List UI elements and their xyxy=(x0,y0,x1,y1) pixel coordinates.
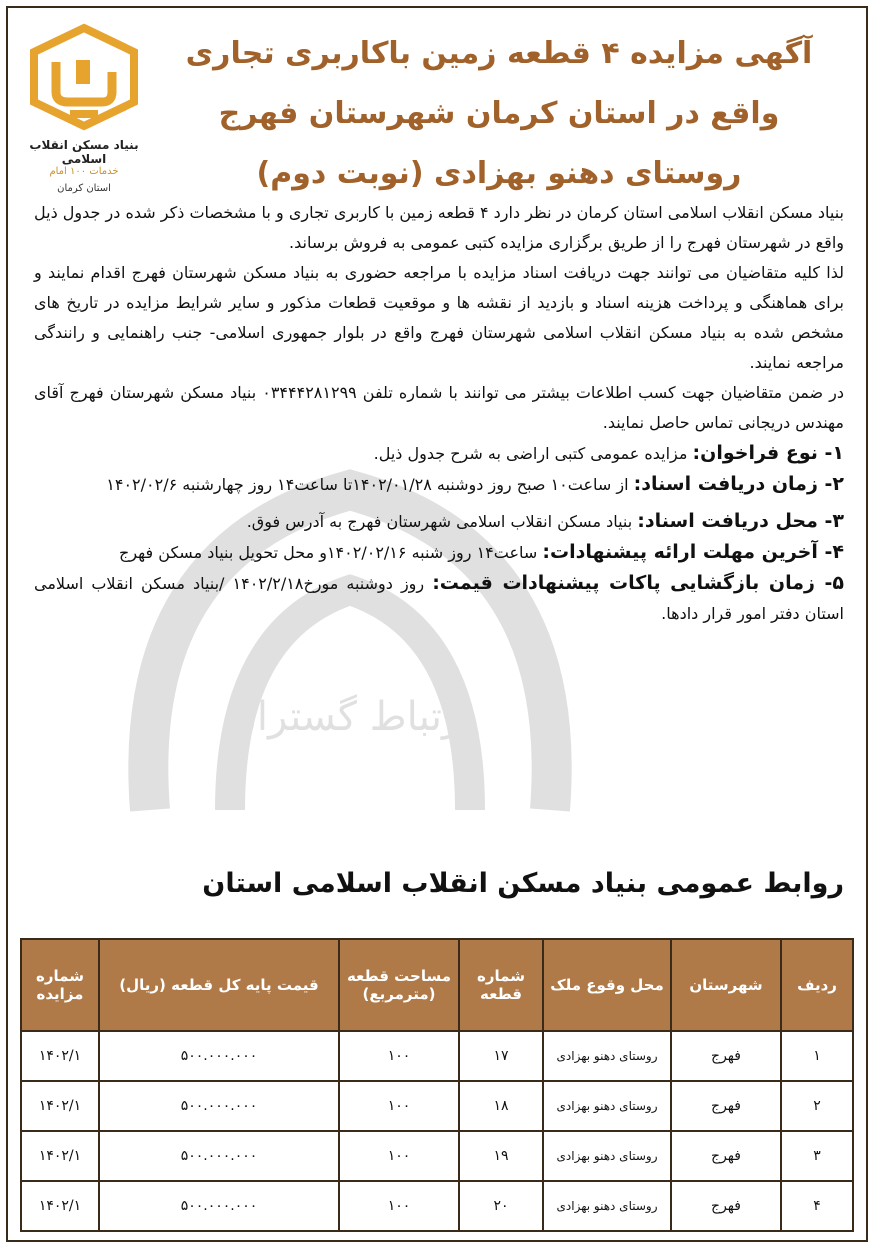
cell-base-price: ۵۰۰.۰۰۰.۰۰۰ xyxy=(99,1181,339,1231)
cell-lot-number: ۱۸ xyxy=(459,1081,543,1131)
section-5 xyxy=(34,568,844,629)
cell-base-price: ۵۰۰.۰۰۰.۰۰۰ xyxy=(99,1131,339,1181)
cell-area: ۱۰۰ xyxy=(339,1081,459,1131)
section-2-text: از ساعت۱۰ صبح روز دوشنبه ۱۴۰۲/۰۱/۲۸تا ساعت۱۴ روز چهارشنبه ۱۴۰۲/۰۲/۶ xyxy=(106,475,634,494)
cell-base-price: ۵۰۰.۰۰۰.۰۰۰ xyxy=(99,1031,339,1081)
cell-row-number: ۴ xyxy=(781,1181,853,1231)
table-row xyxy=(21,1081,853,1131)
cell-location: روستای دهنو بهزادی xyxy=(543,1031,671,1081)
table-row xyxy=(21,1031,853,1081)
notice-body xyxy=(34,198,844,629)
section-5-text: روز دوشنبه مورخ۱۴۰۲/۲/۱۸ /بنیاد مسکن انقلاب اسلامی استان دفتر امور قرار دادها. xyxy=(34,574,844,623)
section-2 xyxy=(34,469,844,500)
contact-paragraph: در ضمن متقاضیان جهت کسب اطلاعات بیشتر می توانند با شماره تلفن ۰۳۴۴۴۲۸۱۲۹۹ بنیاد مسکن شهرستان فهرج آقای مهندس دریجانی تماس حاصل نمایند. xyxy=(34,383,845,432)
cell-lot-number: ۱۷ xyxy=(459,1031,543,1081)
public-relations-signature: روابط عمومی بنیاد مسکن انقلاب اسلامی استان xyxy=(202,868,844,899)
header-row-number: ردیف xyxy=(781,939,853,1031)
title-line-2: واقع در استان کرمان شهرستان فهرج xyxy=(218,96,780,131)
cell-county: فهرج xyxy=(671,1181,781,1231)
header-location: محل وقوع ملک xyxy=(543,939,671,1031)
header-auction-number: شماره مزایده xyxy=(21,939,99,1031)
section-1-label: ۱- نوع فراخوان: xyxy=(692,442,844,464)
title-line-1: آگهی مزایده ۴ قطعه زمین باکاربری تجاری xyxy=(185,36,813,71)
cell-lot-number: ۲۰ xyxy=(459,1181,543,1231)
cell-auction-number: ۱۴۰۲/۱ xyxy=(21,1131,99,1181)
logo-province: استان کرمان xyxy=(57,183,111,194)
header-base-price: قیمت پایه کل قطعه (ریال) xyxy=(99,939,339,1031)
organization-logo xyxy=(24,22,144,202)
logo-slogan: خدمات ۱۰۰ امام xyxy=(49,166,119,177)
cell-base-price: ۵۰۰.۰۰۰.۰۰۰ xyxy=(99,1081,339,1131)
cell-lot-number: ۱۹ xyxy=(459,1131,543,1181)
header-lot-number: شماره قطعه xyxy=(459,939,543,1031)
cell-row-number: ۱ xyxy=(781,1031,853,1081)
cell-auction-number: ۱۴۰۲/۱ xyxy=(21,1081,99,1131)
intro-paragraph: بنیاد مسکن انقلاب اسلامی استان کرمان در نظر دارد ۴ قطعه زمین با کاربری تجاری و با مشخصات ذکر شده در جدول ذیل واقع در شهرستان فهرج را از طریق برگزاری مزایده کتبی عمومی به فروش برساند. xyxy=(34,203,844,252)
cell-area: ۱۰۰ xyxy=(339,1181,459,1231)
table-header-row xyxy=(21,939,853,1031)
lots-table xyxy=(20,938,854,1232)
cell-row-number: ۳ xyxy=(781,1131,853,1181)
logo-org-name: بنیاد مسکن انقلاب اسلامی xyxy=(29,138,139,166)
cell-county: فهرج xyxy=(671,1031,781,1081)
notice-title xyxy=(150,24,848,204)
cell-auction-number: ۱۴۰۲/۱ xyxy=(21,1031,99,1081)
cell-location: روستای دهنو بهزادی xyxy=(543,1131,671,1181)
section-2-label: ۲- زمان دریافت اسناد: xyxy=(633,473,844,495)
logo-icon xyxy=(24,22,144,132)
watermark-text: ارتباط گستران xyxy=(227,694,473,740)
section-5-label: ۵- زمان بازگشایی پاکات پیشنهادات قیمت: xyxy=(432,572,844,594)
section-3-text: بنیاد مسکن انقلاب اسلامی شهرستان فهرج به آدرس فوق. xyxy=(246,512,638,531)
cell-location: روستای دهنو بهزادی xyxy=(543,1081,671,1131)
cell-location: روستای دهنو بهزادی xyxy=(543,1181,671,1231)
section-4-label: ۴- آخرین مهلت ارائه پیشنهادات: xyxy=(542,541,844,563)
table-row xyxy=(21,1131,853,1181)
title-line-3: روستای دهنو بهزادی (نوبت دوم) xyxy=(256,156,742,191)
section-3 xyxy=(34,506,844,537)
cell-row-number: ۲ xyxy=(781,1081,853,1131)
section-4 xyxy=(34,537,844,568)
section-1 xyxy=(34,438,844,469)
header-county: شهرستان xyxy=(671,939,781,1031)
cell-county: فهرج xyxy=(671,1081,781,1131)
instructions-paragraph: لذا کلیه متقاضیان می توانند جهت دریافت اسناد مزایده با مراجعه حضوری به بنیاد مسکن شهرستان فهرج اقدام نمایند و برای هماهنگی و پرداخت هزینه اسناد و بازدید از نقشه ها و موقعیت قطعات مذکور و سایر شرایط مزایده در تاریخ های مشخص شده به بنیاد مسکن انقلاب اسلامی شهرستان فهرج واقع در بلوار جمهوری اسلامی- جنب راهنمایی و رانندگی مراجعه نمایند. xyxy=(34,263,844,372)
cell-area: ۱۰۰ xyxy=(339,1031,459,1081)
section-1-text: مزایده عمومی کتبی اراضی به شرح جدول ذیل. xyxy=(373,444,693,463)
cell-county: فهرج xyxy=(671,1131,781,1181)
table-row xyxy=(21,1181,853,1231)
section-3-label: ۳- محل دریافت اسناد: xyxy=(637,510,844,532)
cell-auction-number: ۱۴۰۲/۱ xyxy=(21,1181,99,1231)
section-4-text: ساعت۱۴ روز شنبه ۱۴۰۲/۰۲/۱۶و محل تحویل بنیاد مسکن فهرج xyxy=(119,543,543,562)
header-area: مساحت قطعه (مترمربع) xyxy=(339,939,459,1031)
cell-area: ۱۰۰ xyxy=(339,1131,459,1181)
